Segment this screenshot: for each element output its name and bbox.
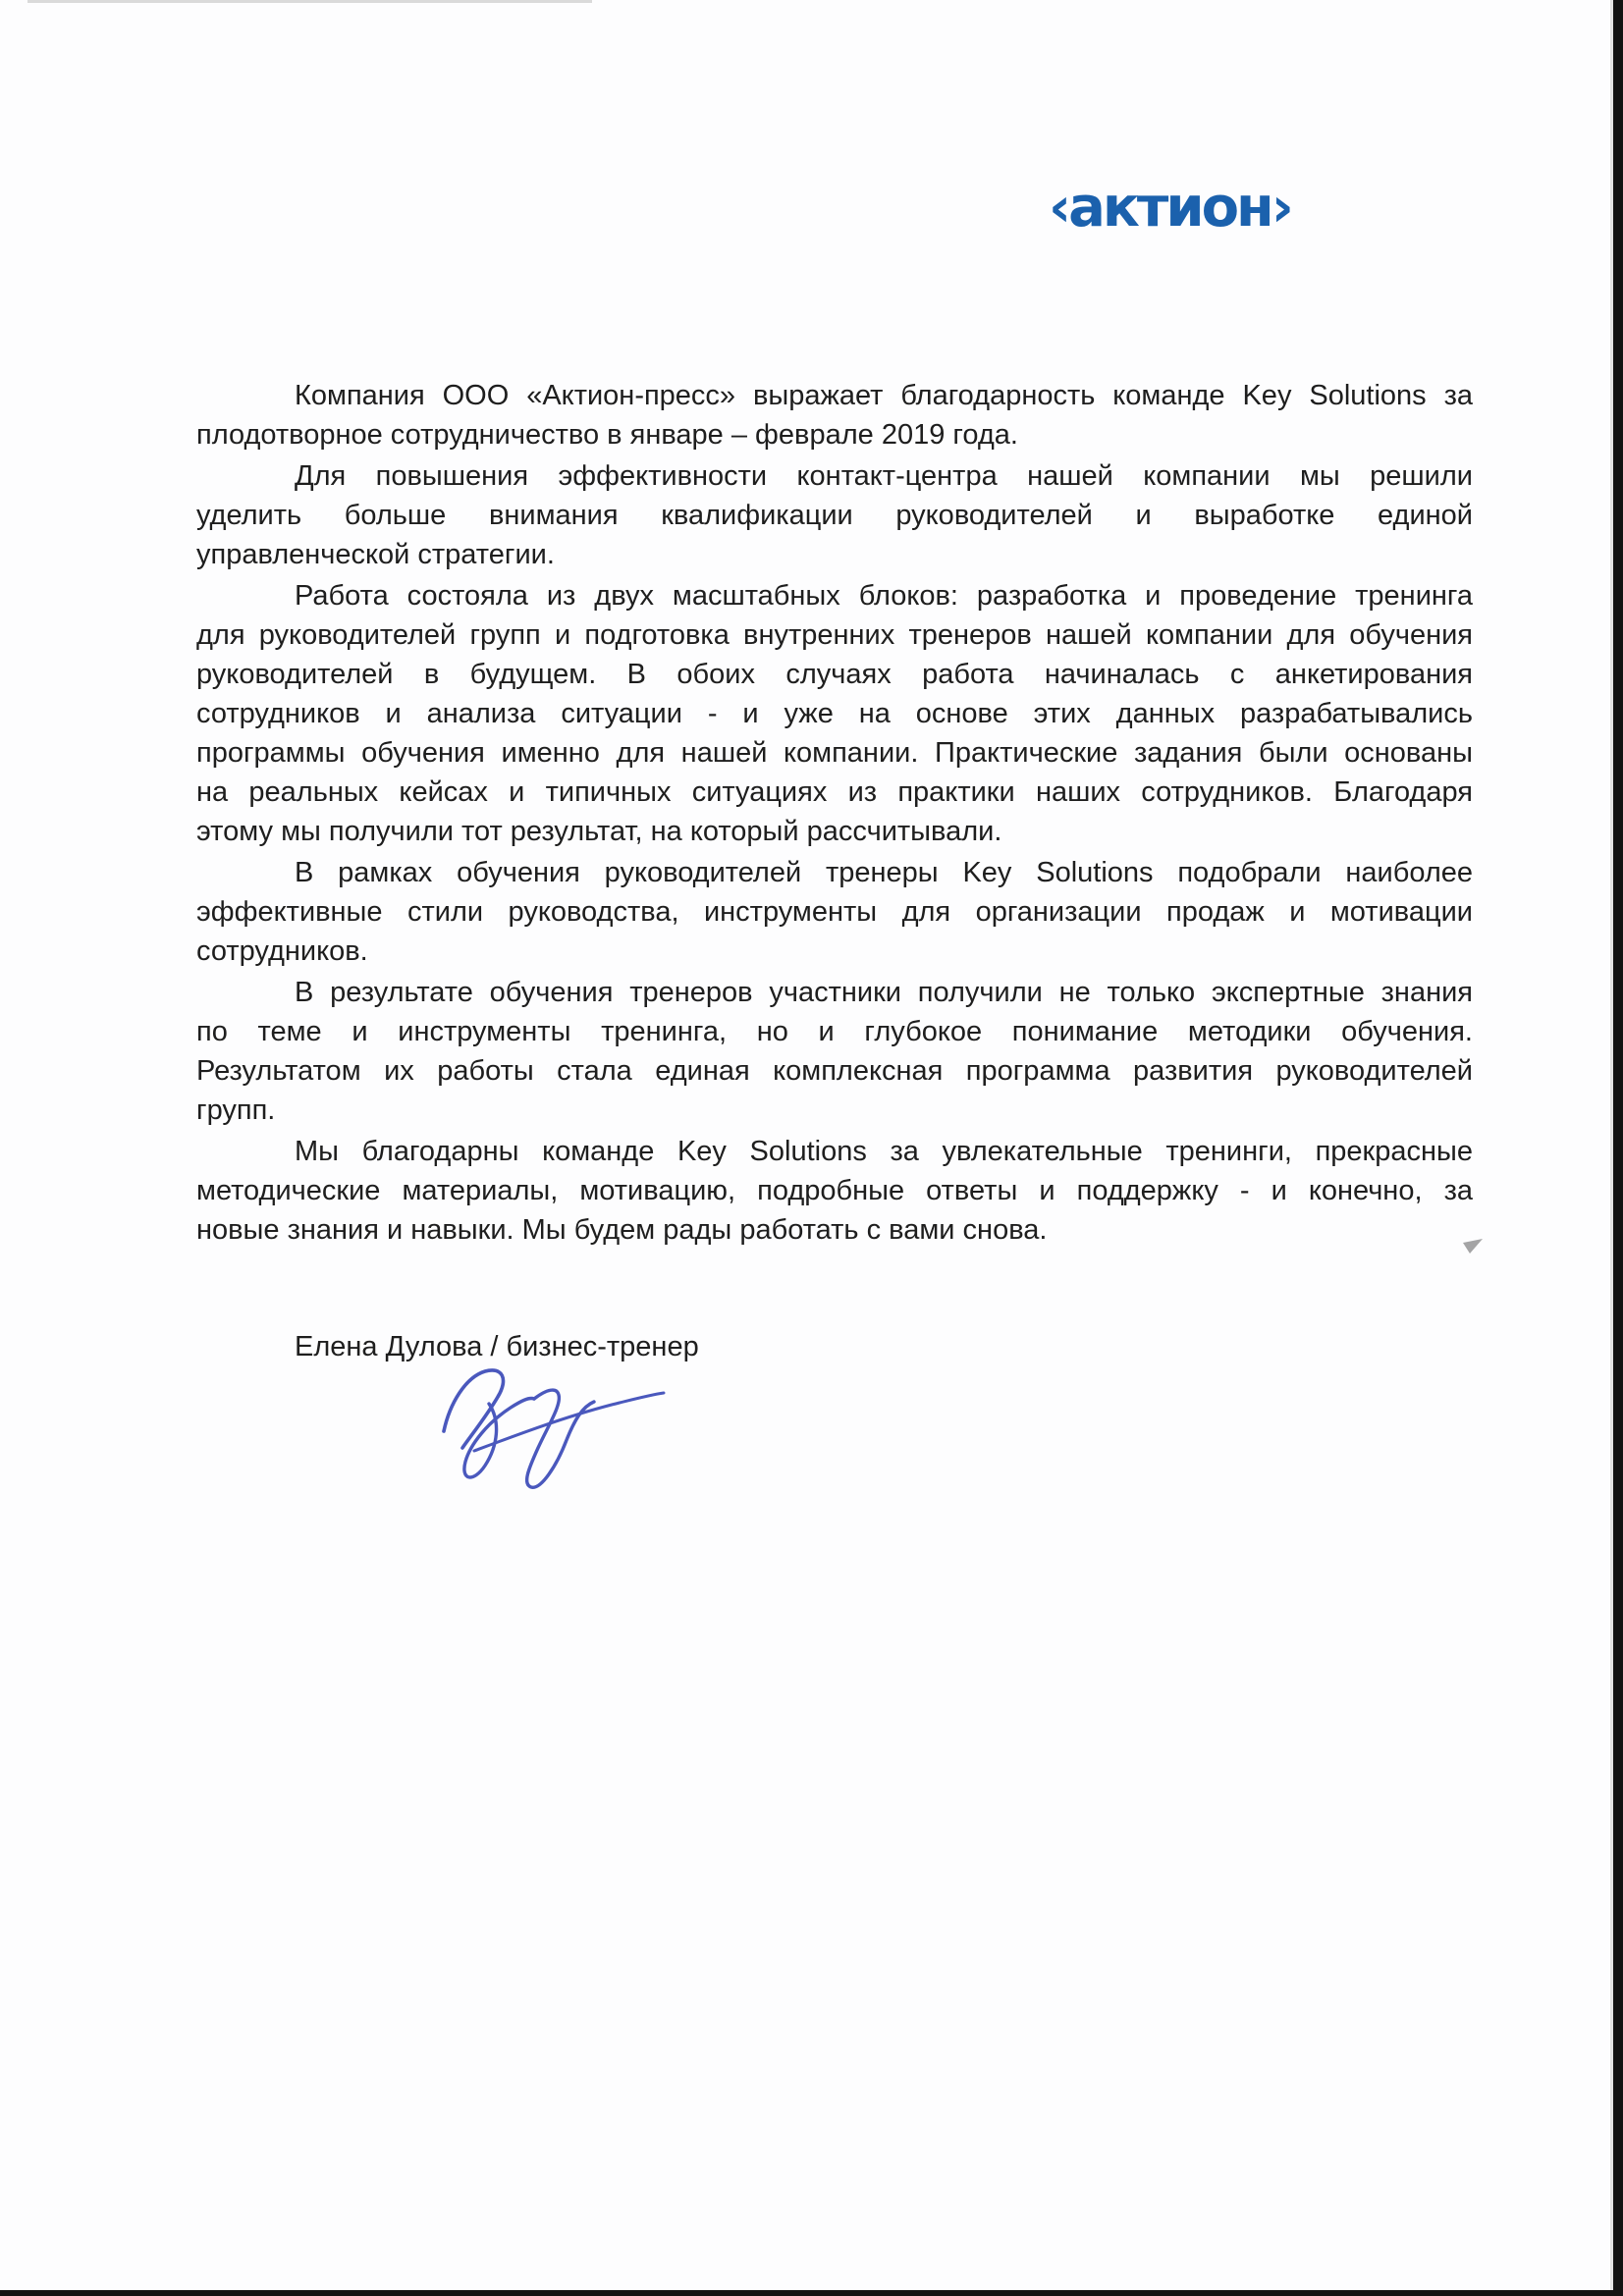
letter-line: программы обучения именно для нашей компании. Практические задания были основаны [196,737,1473,769]
scan-edge-bottom [0,2290,1623,2296]
letter-paragraph [196,576,1473,851]
scan-artifact-arrow [1460,1235,1486,1255]
letter-line: сотрудников и анализа ситуации - и уже на основе этих данных разрабатывались [196,698,1473,729]
letter-line: Мы благодарны команде Key Solutions за увлекательные тренинги, прекрасные [295,1136,1473,1167]
letter-paragraph [196,973,1473,1130]
letter-line: руководителей в будущем. В обоих случаях работа начиналась с анкетирования [196,659,1473,690]
letter-line: Компания ООО «Актион-пресс» выражает благодарность команде Key Solutions за [295,380,1473,411]
letter-line: на реальных кейсах и типичных ситуациях из практики наших сотрудников. Благодаря [196,776,1473,808]
letter-line: Работа состояла из двух масштабных блоков: разработка и проведение тренинга [295,580,1473,612]
scan-edge-right [1613,0,1623,2296]
letter-paragraph [196,1132,1473,1250]
letter-line: плодотворное сотрудничество в январе – феврале 2019 года. [196,419,1018,451]
letter-line: эффективные стили руководства, инструменты для организации продаж и мотивации [196,896,1473,928]
letter-line: для руководителей групп и подготовка внутренних тренеров нашей компании для обучения [196,619,1473,651]
letter-line: управленческой стратегии. [196,539,555,570]
letter-line: В рамках обучения руководителей тренеры Key Solutions подобрали наиболее [295,857,1473,888]
letter-line: групп. [196,1095,276,1126]
letter-body [196,376,1473,1252]
letter-paragraph [196,456,1473,574]
letter-line: Для повышения эффективности контакт-центра нашей компании мы решили [295,460,1473,492]
letter-paragraph [196,853,1473,971]
letter-paragraph [196,376,1473,454]
letter-line: методические материалы, мотивацию, подробные ответы и поддержку - и конечно, за [196,1175,1473,1206]
letter-line: В результате обучения тренеров участники получили не только экспертные знания [295,977,1473,1008]
letter-line: уделить больше внимания квалификации руководителей и выработке единой [196,500,1473,531]
letter-line: этому мы получили тот результат, на который рассчитывали. [196,816,1002,847]
scan-edge-top [27,0,592,3]
signer-name: Елена Дулова / бизнес-тренер [295,1331,699,1362]
letter-line: Результатом их работы стала единая комплексная программа развития руководителей [196,1055,1473,1087]
letter-line: по теме и инструменты тренинга, но и глубокое понимание методики обучения. [196,1016,1473,1047]
letter-line: сотрудников. [196,935,368,967]
handwritten-signature [412,1350,697,1507]
letter-line: новые знания и навыки. Мы будем рады работать с вами снова. [196,1214,1048,1246]
company-logo: ‹актион› [1049,176,1291,240]
